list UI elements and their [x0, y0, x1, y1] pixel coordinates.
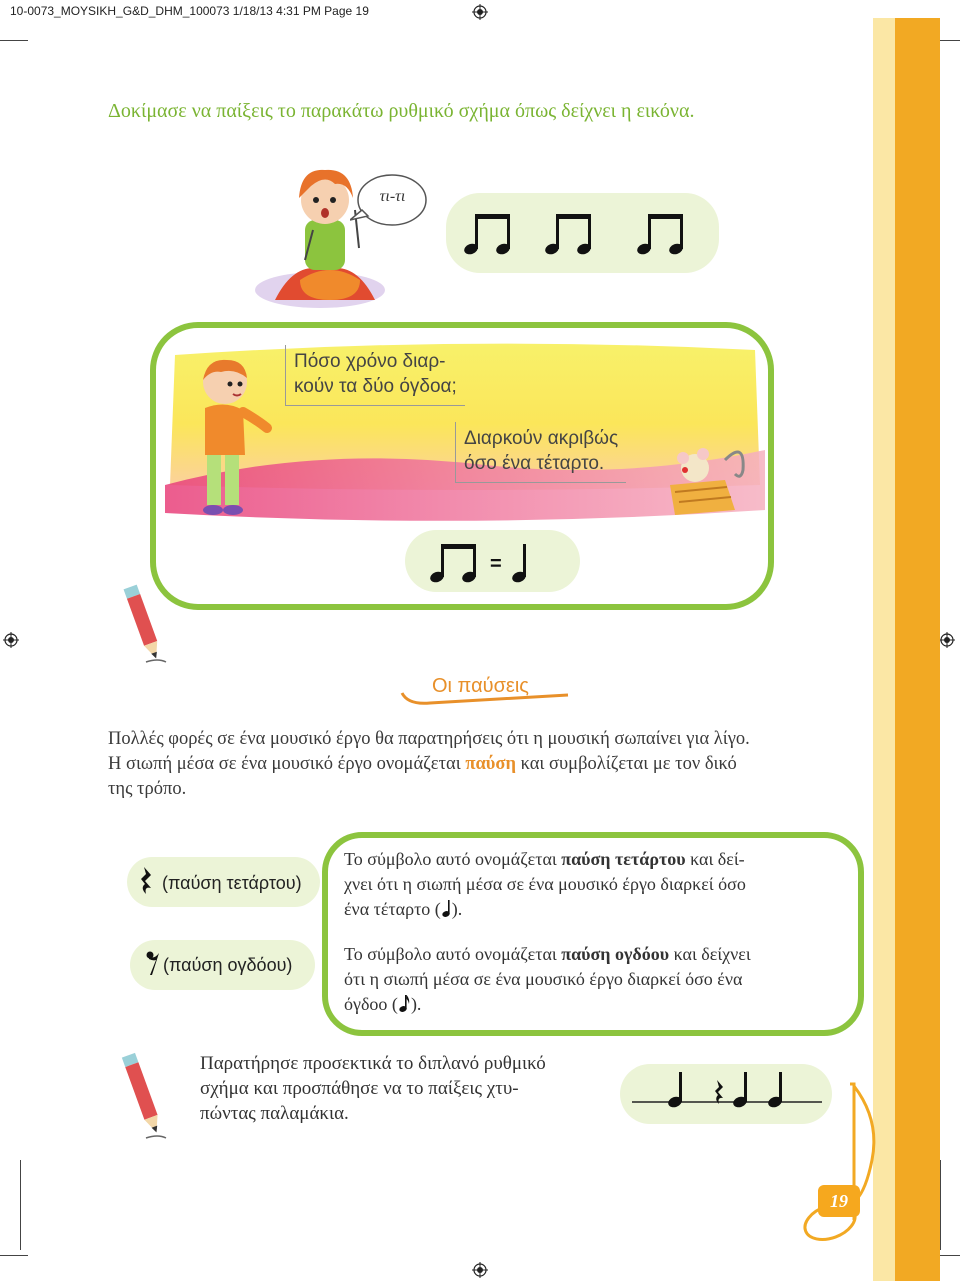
dialog-question-line2: κούν τα δύο όγδοα;	[294, 376, 457, 397]
registration-mark-icon	[939, 632, 955, 648]
instruction-line3: πώντας παλαμάκια.	[200, 1103, 349, 1124]
boy-illustration	[185, 350, 275, 520]
crop-mark	[940, 1160, 941, 1250]
instruction-text	[200, 1051, 620, 1126]
eighth-desc-line3	[344, 992, 844, 1017]
eighth-rest-icon	[146, 950, 162, 976]
eighth-desc-line2: ότι η σιωπή μέσα σε ένα μουσικό έργο διαρκεί όσο ένα	[344, 969, 743, 989]
eighth-desc-bold: παύση ογδόου	[561, 944, 670, 964]
quarter-desc-line2: χνει ότι η σιωπή μέσα σε ένα μουσικό έργο διαρκεί όσο	[344, 874, 746, 894]
registration-mark-icon	[472, 1262, 488, 1278]
quarter-desc-line1	[344, 847, 844, 872]
page-heading: Δοκίμασε να παίξεις το παρακάτω ρυθμικό σχήμα όπως δείχνει η εικόνα.	[108, 100, 695, 122]
dialog-question	[285, 345, 465, 406]
quarter-rest-label: (παύση τετάρτου)	[162, 873, 302, 893]
quarter-note-icon	[508, 542, 533, 584]
eighth-desc-line1	[344, 942, 844, 967]
crop-mark	[0, 1255, 28, 1256]
intro-paragraph	[108, 727, 868, 802]
eighth-rest-label: (παύση ογδόου)	[163, 955, 293, 975]
dialog-answer-line1: Διαρκούν ακριβώς	[464, 428, 619, 449]
quarter-desc-end: και δεί-	[685, 849, 745, 869]
crop-mark	[20, 1160, 21, 1250]
registration-mark-icon	[472, 4, 488, 20]
quarter-desc-line3-start: ένα τέταρτο (	[344, 899, 441, 919]
quarter-desc-bold: παύση τετάρτου	[561, 849, 686, 869]
quarter-desc-line3	[344, 897, 844, 922]
instruction-line2: σχήμα και προσπάθησε να το παίξεις χτυ-	[200, 1078, 519, 1099]
eighth-note-pair-icon	[428, 542, 488, 584]
eighth-note-pair-icon	[543, 212, 603, 257]
section-title: Οι παύσεις	[432, 675, 529, 697]
eighth-desc-line3-end: ).	[410, 994, 422, 1014]
paragraph-line2-start: Η σιωπή μέσα σε ένα μουσικό έργο ονομάζεται	[108, 754, 466, 774]
dialog-answer-line2: όσο ένα τέταρτο.	[464, 453, 605, 474]
paragraph-line3: της τρόπο.	[108, 779, 187, 799]
eighth-rest-description	[344, 942, 844, 1017]
pencil-icon	[118, 582, 173, 667]
quarter-desc-start: Το σύμβολο αυτό ονομάζεται	[344, 849, 562, 869]
eighth-note-pair-icon	[635, 212, 695, 257]
instruction-line1: Παρατήρησε προσεκτικά το διπλανό ρυθμικό	[200, 1053, 546, 1074]
mouse-illustration	[665, 440, 755, 520]
page-number: 19	[818, 1185, 860, 1217]
decorative-eighth-note-icon	[760, 1080, 880, 1260]
quarter-rest-icon	[138, 866, 156, 896]
quarter-rest-description	[344, 847, 844, 922]
crop-mark	[0, 40, 28, 41]
speech-text: τι-τι	[379, 188, 406, 205]
dialog-question-line1: Πόσο χρόνο διαρ-	[294, 351, 446, 372]
quarter-desc-line3-end: ).	[451, 899, 463, 919]
paragraph-line1: Πολλές φορές σε ένα μουσικό έργο θα παρατηρήσεις ότι η μουσική σωπαίνει για λίγο.	[108, 729, 750, 749]
eighth-note-icon	[398, 995, 411, 1013]
eighth-desc-start: Το σύμβολο αυτό ονομάζεται	[344, 944, 562, 964]
pencil-icon	[118, 1050, 173, 1145]
print-slug: 10-0073_MOYSIKH_G&D_DHM_100073 1/18/13 4:31 PM Page 19	[10, 4, 369, 18]
quarter-note-icon	[441, 900, 452, 918]
paragraph-line2	[108, 752, 868, 777]
paragraph-line2-end: και συμβολίζεται με τον δικό	[515, 754, 737, 774]
registration-mark-icon	[3, 632, 19, 648]
paragraph-highlight: παύση	[465, 754, 516, 774]
eighth-desc-line3-start: όγδοο (	[344, 994, 398, 1014]
eighth-note-pair-icon	[462, 212, 522, 257]
side-bar	[895, 18, 940, 1281]
dialog-answer	[455, 422, 626, 483]
equals-sign: =	[490, 553, 502, 575]
eighth-desc-end: και δείχνει	[669, 944, 751, 964]
